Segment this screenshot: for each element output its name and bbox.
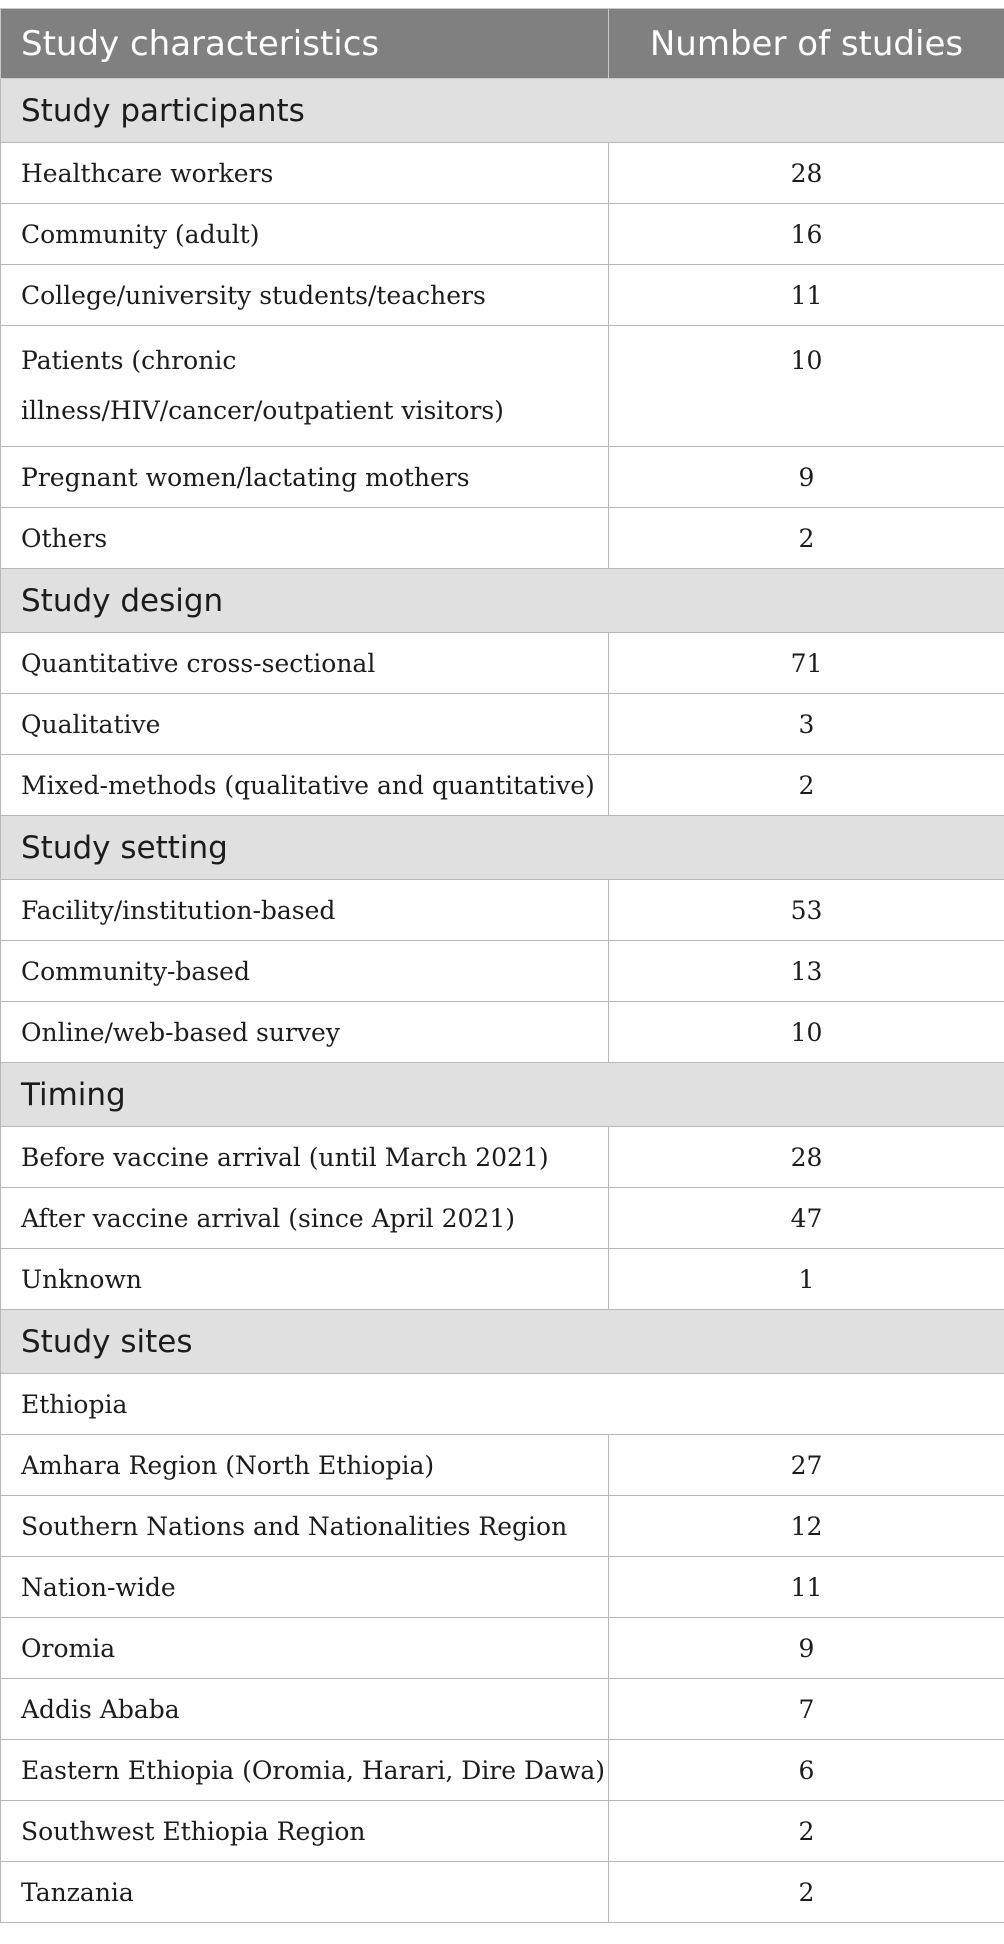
table-row xyxy=(1,265,1004,326)
section-title: Study design xyxy=(1,569,1004,633)
row-value: 27 xyxy=(609,1435,1004,1496)
row-value: 11 xyxy=(609,1557,1004,1618)
section-row-timing xyxy=(1,1063,1004,1127)
table-row xyxy=(1,633,1004,694)
row-label: Eastern Ethiopia (Oromia, Harari, Dire Dawa) xyxy=(1,1740,609,1801)
row-value: 28 xyxy=(609,1127,1004,1188)
row-value: 7 xyxy=(609,1679,1004,1740)
row-label: After vaccine arrival (since April 2021) xyxy=(1,1188,609,1249)
header-number-of-studies: Number of studies xyxy=(609,9,1004,79)
row-value: 47 xyxy=(609,1188,1004,1249)
row-value: 1 xyxy=(609,1249,1004,1310)
row-label: Quantitative cross-sectional xyxy=(1,633,609,694)
row-label: Healthcare workers xyxy=(1,143,609,204)
row-value: 9 xyxy=(609,447,1004,508)
section-row-study-participants xyxy=(1,79,1004,143)
table-row xyxy=(1,1679,1004,1740)
table-row xyxy=(1,1496,1004,1557)
table-row xyxy=(1,1801,1004,1862)
table-row xyxy=(1,143,1004,204)
section-title: Study sites xyxy=(1,1310,1004,1374)
row-value: 11 xyxy=(609,265,1004,326)
row-value: 2 xyxy=(609,755,1004,816)
row-value: 10 xyxy=(609,326,1004,447)
row-label: Mixed-methods (qualitative and quantitative) xyxy=(1,755,609,816)
row-value: 10 xyxy=(609,1002,1004,1063)
section-title: Timing xyxy=(1,1063,1004,1127)
table-row xyxy=(1,694,1004,755)
row-label: Community-based xyxy=(1,941,609,1002)
section-row-study-design xyxy=(1,569,1004,633)
table-row xyxy=(1,1249,1004,1310)
row-value: 2 xyxy=(609,1862,1004,1923)
row-value: 71 xyxy=(609,633,1004,694)
study-characteristics-table-wrapper xyxy=(0,8,1004,1923)
table-row xyxy=(1,447,1004,508)
row-value: 28 xyxy=(609,143,1004,204)
study-characteristics-table xyxy=(0,8,1004,1923)
row-value: 12 xyxy=(609,1496,1004,1557)
table-row xyxy=(1,508,1004,569)
header-study-characteristics: Study characteristics xyxy=(1,9,609,79)
row-label: Addis Ababa xyxy=(1,1679,609,1740)
row-label: Qualitative xyxy=(1,694,609,755)
subheading-row-ethiopia xyxy=(1,1374,1004,1435)
table-row xyxy=(1,755,1004,816)
subheading-label: Ethiopia xyxy=(1,1374,1004,1435)
section-title: Study participants xyxy=(1,79,1004,143)
row-label: College/university students/teachers xyxy=(1,265,609,326)
row-value: 6 xyxy=(609,1740,1004,1801)
table-row xyxy=(1,1740,1004,1801)
table-row xyxy=(1,1862,1004,1923)
row-label: Facility/institution-based xyxy=(1,880,609,941)
table-row xyxy=(1,1127,1004,1188)
table-row xyxy=(1,1002,1004,1063)
table-row xyxy=(1,941,1004,1002)
row-label: Southwest Ethiopia Region xyxy=(1,1801,609,1862)
row-label: Oromia xyxy=(1,1618,609,1679)
row-label: Tanzania xyxy=(1,1862,609,1923)
row-value: 3 xyxy=(609,694,1004,755)
table-row xyxy=(1,1618,1004,1679)
table-row xyxy=(1,1435,1004,1496)
row-value: 2 xyxy=(609,508,1004,569)
row-value: 2 xyxy=(609,1801,1004,1862)
table-header-row xyxy=(1,9,1004,79)
section-row-study-setting xyxy=(1,816,1004,880)
row-label: Online/web-based survey xyxy=(1,1002,609,1063)
row-label: Pregnant women/lactating mothers xyxy=(1,447,609,508)
row-label: Before vaccine arrival (until March 2021) xyxy=(1,1127,609,1188)
row-value: 9 xyxy=(609,1618,1004,1679)
table-row xyxy=(1,326,1004,447)
row-label: Southern Nations and Nationalities Region xyxy=(1,1496,609,1557)
table-row xyxy=(1,880,1004,941)
table-row xyxy=(1,1188,1004,1249)
row-label: Community (adult) xyxy=(1,204,609,265)
section-row-study-sites xyxy=(1,1310,1004,1374)
row-value: 16 xyxy=(609,204,1004,265)
row-value: 53 xyxy=(609,880,1004,941)
row-label: Nation-wide xyxy=(1,1557,609,1618)
row-label: Amhara Region (North Ethiopia) xyxy=(1,1435,609,1496)
row-label: Patients (chronic illness/HIV/cancer/outpatient visitors) xyxy=(1,326,609,447)
section-title: Study setting xyxy=(1,816,1004,880)
table-row xyxy=(1,204,1004,265)
row-label: Unknown xyxy=(1,1249,609,1310)
row-value: 13 xyxy=(609,941,1004,1002)
row-label: Others xyxy=(1,508,609,569)
table-row xyxy=(1,1557,1004,1618)
